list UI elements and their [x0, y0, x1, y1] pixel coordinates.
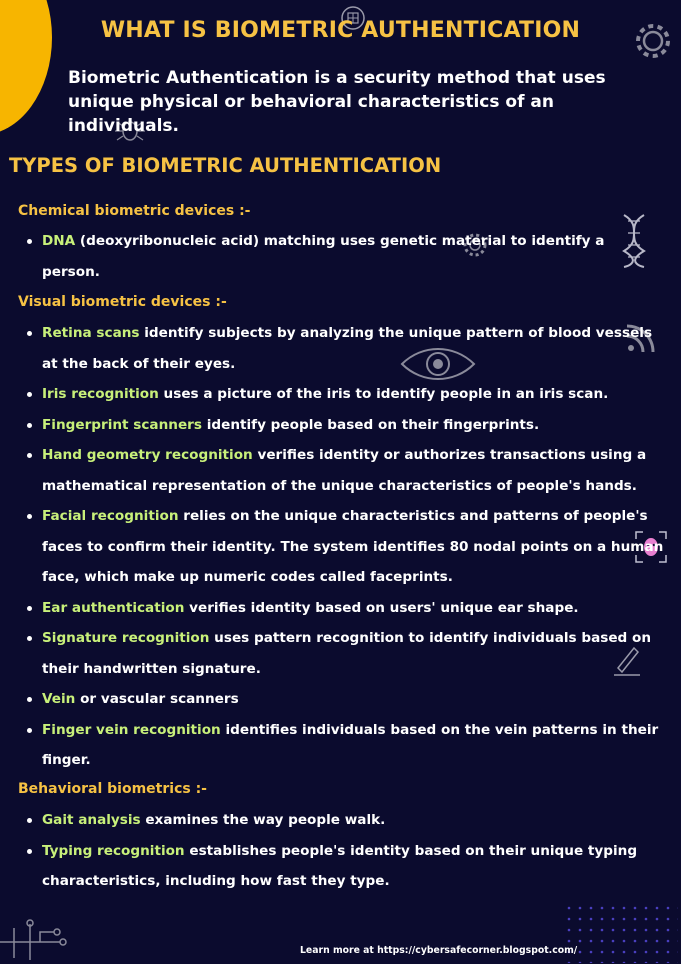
item-term: Finger vein recognition	[42, 721, 221, 738]
behavioral-list	[0, 805, 681, 897]
list-item	[0, 410, 681, 441]
item-text: verifies identity or authorizes transactions using a mathematical representation of the unique characteristics of people's hands.	[42, 447, 647, 494]
list-item	[0, 593, 681, 624]
behavioral-section-title: Behavioral biometrics :-	[18, 781, 207, 797]
list-item	[0, 623, 681, 684]
item-text: identify people based on their fingerprints.	[201, 416, 540, 433]
item-text: establishes people's identity based on their unique typing characteristics, including how fast they type.	[42, 842, 638, 889]
list-item	[0, 440, 681, 501]
circuit-icon	[0, 918, 70, 964]
intro-text: Biometric Authentication is a security method that uses unique physical or behavioral characteristics of an individuals.	[68, 68, 606, 136]
item-term: DNA	[42, 233, 76, 249]
item-text: examines the way people walk.	[140, 812, 386, 828]
list-item	[0, 379, 681, 410]
item-term: Typing recognition	[42, 842, 185, 859]
list-item	[0, 501, 681, 593]
item-term: Ear authentication	[42, 599, 185, 616]
chemical-section-title: Chemical biometric devices :-	[18, 203, 251, 219]
footer-link-text: Learn more at https://cybersafecorner.blogspot.com/	[300, 945, 578, 956]
item-text: uses a picture of the iris to identify people in an iris scan.	[158, 386, 609, 402]
list-item	[0, 684, 681, 715]
item-term: Signature recognition	[42, 630, 210, 646]
item-text: identifies individuals based on the vein patterns in their finger.	[42, 721, 659, 768]
item-term: Facial recognition	[42, 508, 179, 524]
item-text: or vascular scanners	[75, 691, 239, 707]
item-text: verifies identity based on users' unique ear shape.	[184, 599, 579, 616]
item-term: Fingerprint scanners	[42, 416, 202, 433]
item-text: uses pattern recognition to identify individuals based on their handwritten signature.	[42, 630, 652, 677]
types-heading: TYPES OF BIOMETRIC AUTHENTICATION	[9, 154, 442, 177]
list-item	[0, 318, 681, 379]
visual-list	[0, 318, 681, 776]
list-item	[0, 805, 681, 836]
item-term: Hand geometry recognition	[42, 447, 253, 463]
item-text: identify subjects by analyzing the unique pattern of blood vessels at the back of their eyes.	[42, 325, 653, 372]
item-term: Vein	[42, 691, 76, 707]
item-text: relies on the unique characteristics and patterns of people's faces to confirm their identity. The system identifies 80 nodal points on a human face, which make up numeric codes called faceprints.	[42, 508, 664, 585]
list-item	[0, 715, 681, 776]
list-item	[0, 226, 681, 287]
item-term: Retina scans	[42, 325, 140, 341]
chemical-list	[0, 226, 681, 287]
item-term: Iris recognition	[42, 386, 159, 402]
page-title: WHAT IS BIOMETRIC AUTHENTICATION	[100, 18, 581, 43]
visual-section-title: Visual biometric devices :-	[18, 294, 227, 310]
list-item	[0, 836, 681, 897]
item-text: (deoxyribonucleic acid) matching uses genetic material to identify a person.	[42, 233, 605, 280]
dot-grid-decoration	[566, 905, 678, 963]
item-term: Gait analysis	[42, 812, 141, 828]
